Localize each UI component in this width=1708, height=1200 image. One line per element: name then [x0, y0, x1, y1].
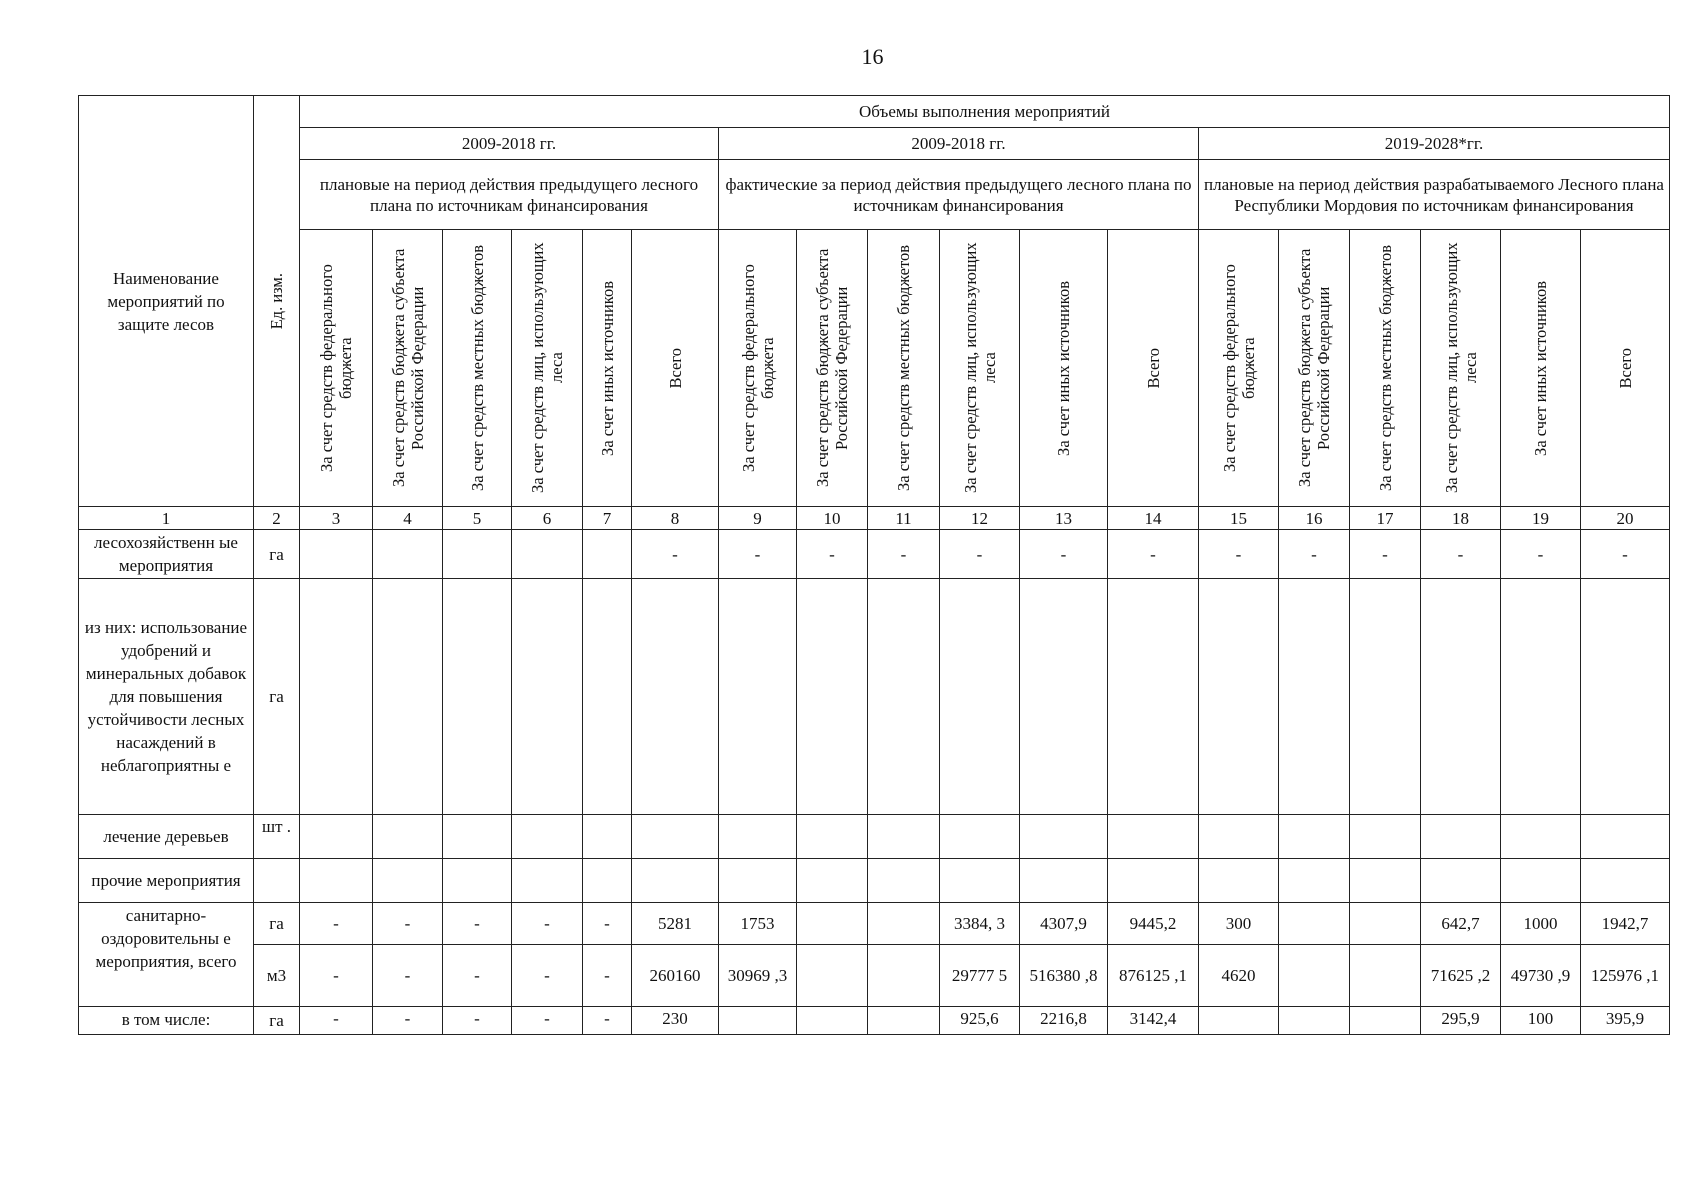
- table-cell: [632, 815, 719, 859]
- table-cell: 30969 ,3: [719, 945, 797, 1007]
- header-source-label: За счет средств лиц, использующих леса: [1441, 242, 1480, 494]
- table-cell: [1279, 579, 1350, 815]
- table-cell: 260160: [632, 945, 719, 1007]
- table-cell: [1279, 903, 1350, 945]
- header-source-label: За счет средств местных бюджетов: [1375, 244, 1395, 491]
- header-source-g2-2: [797, 230, 868, 507]
- row-unit: шт .: [254, 815, 300, 859]
- row-name: прочие мероприятия: [79, 859, 254, 903]
- table-cell: [443, 815, 512, 859]
- table-cell: [1279, 1007, 1350, 1035]
- table-cell: [373, 530, 443, 579]
- table-cell: -: [1501, 530, 1581, 579]
- table-cell: 1942,7: [1581, 903, 1670, 945]
- table-cell: [512, 815, 583, 859]
- column-number: 6: [512, 507, 583, 530]
- header-source-label: Всего: [1143, 347, 1163, 389]
- header-source-g2-3: [868, 230, 940, 507]
- table-row: [79, 859, 1670, 903]
- table-cell: 9445,2: [1108, 903, 1199, 945]
- table-cell: [940, 859, 1020, 903]
- table-cell: [1350, 815, 1421, 859]
- table-cell: 1000: [1501, 903, 1581, 945]
- column-number: 3: [300, 507, 373, 530]
- table-cell: 5281: [632, 903, 719, 945]
- table-cell: -: [512, 903, 583, 945]
- table-cell: 3142,4: [1108, 1007, 1199, 1035]
- column-number: 2: [254, 507, 300, 530]
- table-cell: [719, 1007, 797, 1035]
- header-source-g1-3: [443, 230, 512, 507]
- column-number: 15: [1199, 507, 1279, 530]
- table-cell: -: [1421, 530, 1501, 579]
- column-number: 20: [1581, 507, 1670, 530]
- table-cell: [512, 579, 583, 815]
- table-cell: -: [300, 945, 373, 1007]
- header-source-g3-5: [1501, 230, 1581, 507]
- header-source-label: Всего: [665, 347, 685, 389]
- table-cell: 100: [1501, 1007, 1581, 1035]
- table-cell: [443, 530, 512, 579]
- header-source-label: За счет средств федерального бюджета: [738, 264, 777, 472]
- table-cell: 300: [1199, 903, 1279, 945]
- header-source-g1-1: [300, 230, 373, 507]
- table-cell: -: [443, 903, 512, 945]
- table-cell: -: [583, 945, 632, 1007]
- column-number: 19: [1501, 507, 1581, 530]
- table-cell: [797, 1007, 868, 1035]
- table-cell: -: [1199, 530, 1279, 579]
- row-name: из них: использование удобрений и минеральных добавок для повышения устойчивости лесных насаждений в неблагоприятны е: [79, 579, 254, 815]
- table-cell: [868, 859, 940, 903]
- header-unit-col: [254, 96, 300, 507]
- table-cell: -: [373, 1007, 443, 1035]
- header-name-col: Наименование мероприятий по защите лесов: [79, 96, 254, 507]
- table-cell: -: [1581, 530, 1670, 579]
- table-cell: [719, 815, 797, 859]
- row-unit: м3: [254, 945, 300, 1007]
- table-cell: -: [583, 903, 632, 945]
- table-cell: [512, 859, 583, 903]
- header-source-label: За счет средств федерального бюджета: [317, 264, 355, 472]
- table-cell: 4620: [1199, 945, 1279, 1007]
- table-cell: -: [868, 530, 940, 579]
- header-source-g3-6: [1581, 230, 1670, 507]
- header-period-1: 2009-2018 гг.: [300, 128, 719, 160]
- table-cell: [719, 859, 797, 903]
- table-cell: [1199, 859, 1279, 903]
- table-cell: 516380 ,8: [1020, 945, 1108, 1007]
- table-cell: [443, 579, 512, 815]
- table-cell: -: [512, 945, 583, 1007]
- table-cell: [940, 579, 1020, 815]
- column-number: 16: [1279, 507, 1350, 530]
- header-source-g3-2: [1279, 230, 1350, 507]
- header-source-g2-4: [940, 230, 1020, 507]
- table-cell: [1279, 859, 1350, 903]
- table-cell: -: [1279, 530, 1350, 579]
- table-cell: [583, 859, 632, 903]
- table-cell: [1020, 815, 1108, 859]
- table-cell: 2216,8: [1020, 1007, 1108, 1035]
- table-cell: -: [940, 530, 1020, 579]
- table-cell: -: [719, 530, 797, 579]
- table-cell: [373, 579, 443, 815]
- table-cell: [797, 945, 868, 1007]
- column-number: 7: [583, 507, 632, 530]
- table-cell: 925,6: [940, 1007, 1020, 1035]
- table-cell: -: [300, 1007, 373, 1035]
- table-cell: [1421, 579, 1501, 815]
- table-cell: [797, 579, 868, 815]
- table-cell: 4307,9: [1020, 903, 1108, 945]
- header-source-label: За счет средств федерального бюджета: [1219, 264, 1258, 472]
- table-cell: [632, 579, 719, 815]
- table-cell: [443, 859, 512, 903]
- table-row: [79, 815, 1670, 859]
- table-cell: [1421, 815, 1501, 859]
- header-desc-3: плановые на период действия разрабатываемого Лесного плана Республики Мордовия по источникам финансирования: [1199, 160, 1670, 230]
- table-cell: 29777 5: [940, 945, 1020, 1007]
- row-unit: га: [254, 579, 300, 815]
- table-cell: [1350, 859, 1421, 903]
- table-cell: -: [632, 530, 719, 579]
- table-cell: [512, 530, 583, 579]
- header-desc-1: плановые на период действия предыдущего лесного плана по источникам финансирования: [300, 160, 719, 230]
- table-cell: [373, 815, 443, 859]
- table-cell: -: [1350, 530, 1421, 579]
- table-cell: [940, 815, 1020, 859]
- row-name: лечение деревьев: [79, 815, 254, 859]
- table-row: [79, 945, 1670, 1007]
- table-cell: [300, 579, 373, 815]
- header-source-label: За счет средств лиц, использующих леса: [528, 242, 566, 494]
- table-cell: [1581, 815, 1670, 859]
- table-cell: [1199, 579, 1279, 815]
- table-row: [79, 579, 1670, 815]
- table-cell: -: [1108, 530, 1199, 579]
- table-cell: [797, 815, 868, 859]
- column-number: 9: [719, 507, 797, 530]
- table-cell: 295,9: [1421, 1007, 1501, 1035]
- table-cell: -: [512, 1007, 583, 1035]
- table-cell: [1108, 859, 1199, 903]
- column-number: 4: [373, 507, 443, 530]
- column-number: 1: [79, 507, 254, 530]
- header-source-label: За счет средств бюджета субъекта Российской Федерации: [388, 248, 427, 488]
- table-cell: [1350, 903, 1421, 945]
- column-number: 12: [940, 507, 1020, 530]
- table-cell: [868, 579, 940, 815]
- column-number: 8: [632, 507, 719, 530]
- table-cell: [868, 903, 940, 945]
- header-source-g2-5: [1020, 230, 1108, 507]
- header-source-label: Всего: [1615, 347, 1635, 389]
- table-cell: [373, 859, 443, 903]
- table-cell: 230: [632, 1007, 719, 1035]
- table-cell: 1753: [719, 903, 797, 945]
- table-cell: [1199, 1007, 1279, 1035]
- header-source-g2-1: [719, 230, 797, 507]
- table-cell: [632, 859, 719, 903]
- table-cell: -: [373, 945, 443, 1007]
- table-cell: [583, 815, 632, 859]
- table-cell: -: [443, 1007, 512, 1035]
- header-source-g3-4: [1421, 230, 1501, 507]
- header-source-label: За счет иных источников: [1054, 280, 1073, 456]
- table-cell: [1108, 579, 1199, 815]
- header-source-g1-4: [512, 230, 583, 507]
- table-cell: 395,9: [1581, 1007, 1670, 1035]
- table-cell: [583, 530, 632, 579]
- table-cell: [1020, 579, 1108, 815]
- table-cell: [1199, 815, 1279, 859]
- row-name: санитарно- оздоровительны е мероприятия, всего: [79, 903, 254, 1007]
- table-cell: [1350, 579, 1421, 815]
- table-cell: 71625 ,2: [1421, 945, 1501, 1007]
- table-cell: [868, 815, 940, 859]
- header-source-label: За счет средств бюджета субъекта Российской Федерации: [1295, 248, 1333, 488]
- row-unit: [254, 859, 300, 903]
- table-row: [79, 1007, 1670, 1035]
- column-number: 13: [1020, 507, 1108, 530]
- column-number: 10: [797, 507, 868, 530]
- table-cell: [1501, 579, 1581, 815]
- table-cell: -: [373, 903, 443, 945]
- header-source-label: За счет иных источников: [597, 280, 617, 456]
- table-cell: [1581, 579, 1670, 815]
- table-cell: [868, 1007, 940, 1035]
- table-cell: -: [1020, 530, 1108, 579]
- table-cell: [300, 815, 373, 859]
- table-cell: [868, 945, 940, 1007]
- forest-protection-table: [78, 95, 1670, 1035]
- table-cell: -: [797, 530, 868, 579]
- row-unit: га: [254, 903, 300, 945]
- table-cell: -: [300, 903, 373, 945]
- row-name: лесохозяйственн ые мероприятия: [79, 530, 254, 579]
- table-cell: [1501, 859, 1581, 903]
- header-unit-label: Ед. изм.: [267, 272, 286, 330]
- column-number: 14: [1108, 507, 1199, 530]
- header-source-g2-6: [1108, 230, 1199, 507]
- table-cell: [1350, 1007, 1421, 1035]
- header-period-3: 2019-2028*гг.: [1199, 128, 1670, 160]
- table-cell: [1421, 859, 1501, 903]
- table-cell: [300, 859, 373, 903]
- table-cell: [1501, 815, 1581, 859]
- table-cell: [1350, 945, 1421, 1007]
- header-source-g3-1: [1199, 230, 1279, 507]
- header-period-2: 2009-2018 гг.: [719, 128, 1199, 160]
- table-cell: -: [583, 1007, 632, 1035]
- header-source-g1-5: [583, 230, 632, 507]
- header-source-g3-3: [1350, 230, 1421, 507]
- table-row: [79, 903, 1670, 945]
- table-cell: 125976 ,1: [1581, 945, 1670, 1007]
- row-unit: га: [254, 1007, 300, 1035]
- header-volumes: Объемы выполнения мероприятий: [300, 96, 1670, 128]
- column-number: 17: [1350, 507, 1421, 530]
- page-number: 16: [861, 44, 884, 69]
- header-source-g1-2: [373, 230, 443, 507]
- table-cell: [1020, 859, 1108, 903]
- table-cell: 3384, 3: [940, 903, 1020, 945]
- table-cell: [797, 859, 868, 903]
- table-cell: 49730 ,9: [1501, 945, 1581, 1007]
- row-unit: га: [254, 530, 300, 579]
- header-source-label: За счет иных источников: [1531, 280, 1550, 456]
- header-desc-2: фактические за период действия предыдущего лесного плана по источникам финансирования: [719, 160, 1199, 230]
- table-row: [79, 530, 1670, 579]
- row-name: в том числе:: [79, 1007, 254, 1035]
- header-source-label: За счет средств местных бюджетов: [467, 244, 487, 491]
- table-cell: [1108, 815, 1199, 859]
- header-source-label: За счет средств бюджета субъекта Российской Федерации: [813, 248, 851, 488]
- table-cell: [1279, 945, 1350, 1007]
- column-number: 18: [1421, 507, 1501, 530]
- table-cell: -: [443, 945, 512, 1007]
- column-number: 11: [868, 507, 940, 530]
- table-cell: [1581, 859, 1670, 903]
- table-cell: [797, 903, 868, 945]
- column-number: 5: [443, 507, 512, 530]
- table-cell: [583, 579, 632, 815]
- header-source-label: За счет средств лиц, использующих леса: [960, 242, 999, 494]
- table-cell: [719, 579, 797, 815]
- table-cell: [300, 530, 373, 579]
- table-cell: [1279, 815, 1350, 859]
- header-source-label: За счет средств местных бюджетов: [894, 244, 913, 491]
- header-source-g1-6: [632, 230, 719, 507]
- table-cell: 876125 ,1: [1108, 945, 1199, 1007]
- table-cell: 642,7: [1421, 903, 1501, 945]
